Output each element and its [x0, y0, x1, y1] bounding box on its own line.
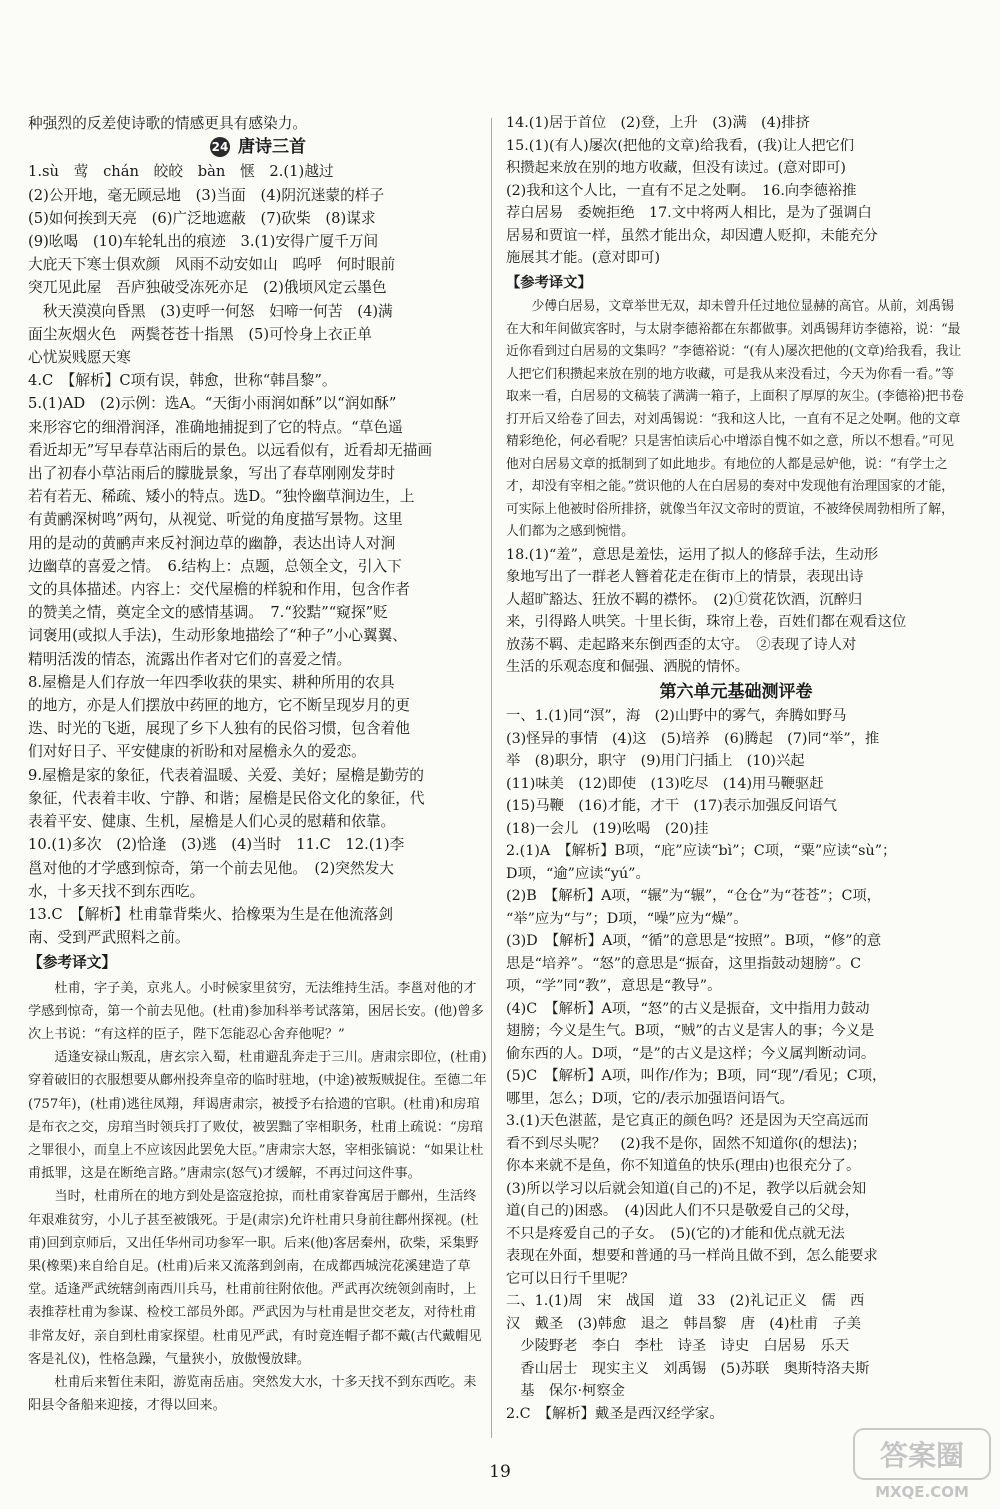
answer-line: 放荡不羁、走起路来东倒西歪的太守。 ②表现了诗人对 — [506, 636, 857, 653]
answer-line: 秋天漠漠向昏黑 (3)吏呼一何怒 妇啼一何苦 (4)满 — [28, 302, 393, 320]
section-title — [28, 136, 488, 159]
column-divider — [491, 118, 492, 1438]
translation-paragraph: 少傅白居易，文章举世无双，却未曾升任过地位显赫的高官。从前，刘禹锡在大和年间做宾客时，与太尉李德裕都在东都做事。刘禹锡拜访李德裕，说：“最近你看到过白居易的文集吗？”李德裕说：“(有人)屡次把他的(文章)给我看，我让人把它们积攒起来放在别的地方收藏，可是我从来没看过，今天为你看一看。”等取来一看，白居易的文稿装了满满一箱子，上面积了厚厚的灰尘。(李德裕)把书卷打开后又给卷了回去，对刘禹锡说：“我和这人比，一直有不足之处啊。他的文章精彩绝伦，何必看呢？只是害怕读后心中增添自愧不如之意，所以不想看。”可见他对白居易文章的抵制到了如此地步。有地位的人都是忌妒他，说：“有学士之才，却没有宰相之能。”赏识他的人在白居易的奏对中发现他有治理国家的才能，可实际上他被时俗所排挤，就像当年汉文帝时的贾谊，不被绛侯周勃相所了解，人们都为之感到惋惜。 — [506, 299, 964, 539]
section-number-badge: 24 — [210, 137, 230, 157]
page-number: 19 — [489, 1462, 511, 1482]
answer-line: (15)马鞭 (16)才能，才干 (17)表示加强反问语气 — [506, 798, 838, 814]
translation-paragraph: 当时，杜甫所在的地方到处是盗寇抢掠，而杜甫家眷寓居于鄜州，生活终年艰难贫穷，小儿子甚至被饿死。于是(肃宗)允许杜甫只身前往鄜州探视。(杜甫)回到京师后，又出任华州司功参军一职。后来(他)客居秦州，砍柴，采集野果(橡栗)来自给自足。(杜甫)后来又流落到剑南，在成都西城浣花溪建造了草堂。适逢严武统辖剑南西川兵马，杜甫前往附依他。严武再次统领剑南时，上表推荐杜甫为参谋、检校工部员外郎。严武因为与杜甫是世交老友，对待杜甫非常友好，亲自到杜甫家探望。杜甫见严武，有时竟连帽子都不戴(古代戴帽见客是礼仪)，性格急躁，气量狭小，放傲慢放肆。 — [28, 1189, 482, 1367]
answer-line: 基 保尔·柯察金 — [506, 1383, 625, 1399]
answer-line: 9.屋檐是家的象征，代表着温暖、关爱、美好；屋檐是勤劳的 — [28, 766, 424, 784]
answer-line: 4.C 【解析】C项有误，韩愈，世称“韩昌黎”。 — [28, 372, 337, 390]
section-title-text: 唐诗三首 — [238, 137, 306, 158]
watermark-graphic — [852, 1423, 992, 1503]
answer-line: 13.C 【解析】杜甫靠背柴火、拾橡栗为生是在他流落剑 — [28, 905, 394, 923]
answer-line: (5)如何挨到天亮 (6)广泛地遮蔽 (7)砍柴 (8)谋求 — [28, 209, 376, 227]
answer-line: 表现在外面，想要和普通的马一样尚且做不到，怎么能要求 — [506, 1248, 878, 1264]
watermark-line1: 答案圈 — [879, 1439, 965, 1472]
answer-line: 2.C 【解析】戴圣是西汉经学家。 — [506, 1405, 724, 1422]
answer-line: D项，“逾”应读“yú”。 — [506, 865, 650, 882]
answer-line: 你本来就不是鱼，你不知道鱼的快乐(理由)也很充分了。 — [506, 1158, 861, 1174]
answer-line: 偷东西的人。D项，“是”的古义是这样；今义属判断动词。 — [506, 1045, 876, 1062]
answer-line: (2)公开地，毫无顾忌地 (3)当面 (4)阴沉迷蒙的样子 — [28, 186, 385, 204]
answer-line: 看不到尽头呢？ (2)我不是你，固然不知道你(的想法)； — [506, 1135, 867, 1152]
answer-line: 象地写出了一群老人簪着花走在街市上的情景，表现出诗 — [506, 569, 864, 585]
watermark-logo — [852, 1423, 992, 1503]
answer-line: 出了初春小草沾雨后的朦胧景象，写出了春草刚刚发芽时 — [28, 465, 396, 483]
answer-line: (4)C 【解析】A项，“怒”的古义是振奋，文中指用力鼓动 — [506, 1000, 870, 1017]
answer-line: 不只是疼爱自己的子女。 (5)(它的)才能和优点就无法 — [506, 1225, 845, 1242]
translation-paragraph: 杜甫后来暂住耒阳，游览南岳庙。突然发大水，十多天找不到东西吃。耒阳县令备船来迎接，才得以回来。 — [28, 1374, 477, 1414]
reference-translation-heading: 【参考译文】 — [506, 274, 592, 291]
answer-line: 心忧炭贱愿天寒 — [28, 349, 131, 367]
answer-line: (2)我和这个人比，一直有不足之处啊。 16.向李德裕推 — [506, 182, 857, 199]
answer-line: 精明活泼的情态，流露出作者对它们的喜爱之情。 — [28, 650, 352, 668]
answer-line: 南、受到严武照料之前。 — [28, 929, 190, 947]
answer-line: 举 (8)职分，职守 (9)用门闩插上 (10)兴起 — [506, 753, 805, 769]
answer-line: 文的具体描述。内容上：交代屋檐的样貌和作用，包含作者 — [28, 581, 410, 599]
answer-line: 14.(1)居于首位 (2)登，上升 (3)满 (4)排挤 — [506, 115, 810, 131]
translation-paragraph: 杜甫，字子美，京兆人。小时候家里贫穷，无法维持生活。李邕对他的才学感到惊奇，第一个前去见他。(杜甫)参加科举考试落第，困居长安。(他)曾多次上书说：“有这样的臣子，陛下怎能忍心舍弃他呢？” — [28, 980, 484, 1042]
answer-line: 的赞美之情，奠定全文的感情基调。 7.“狡黠”“窥探”贬 — [28, 604, 388, 622]
answer-line: 3.(1)天色湛蓝，是它真正的颜色吗？还是因为天空高远而 — [506, 1113, 869, 1129]
answer-line: 它可以日行千里呢？ — [506, 1270, 635, 1287]
answer-line: 2.(1)A 【解析】B项，“庇”应读“bì”；C项，“粟”应读“sù”； — [506, 843, 897, 859]
answer-line: 人超旷豁达、狂放不羁的襟怀。 (2)①赏花饮酒，沉醉归 — [506, 591, 863, 608]
answer-line: 大庇天下寒士俱欢颜 风雨不动安如山 呜呼 何时眼前 — [28, 256, 396, 274]
unit-title: 第六单元基础测评卷 — [659, 681, 813, 702]
answer-line: 少陵野老 李白 李杜 诗圣 诗史 白居易 乐天 — [506, 1338, 850, 1354]
answer-line: 思是“培养”。“怒”的意思是“振奋，这里指鼓动翅膀”。C — [506, 955, 862, 972]
answer-line: 居易和贾谊一样，虽然才能出众，却因遭人贬抑，未能充分 — [506, 227, 878, 244]
answer-line: “举”应为“与”；D项，“噪”应为“燥”。 — [506, 910, 748, 927]
answer-line: 用的是动的黄鹂声来反衬涧边草的幽静，表达出诗人对涧 — [28, 534, 396, 552]
answer-line: 种强烈的反差使诗歌的情感更具有感染力。 — [28, 115, 308, 132]
answer-line: 哪里，怎么；D项，它的/表示加强语问语气。 — [506, 1090, 794, 1107]
answer-line: 道(自己的)困惑。 (4)因此人们不只是敬爱自己的父母， — [506, 1203, 860, 1219]
answer-line: 香山居士 现实主义 刘禹锡 (5)苏联 奥斯特洛夫斯 — [506, 1360, 870, 1377]
answer-line: 积攒起来放在别的地方收藏，但没有读过。(意对即可) — [506, 160, 846, 176]
answer-line: (3)怪异的事情 (4)这 (5)培养 (6)腾起 (7)同“举”，推 — [506, 730, 880, 747]
answer-line: 们对好日子、平安健康的祈盼和对屋檐永久的爱恋。 — [28, 743, 366, 761]
answer-line: 18.(1)“羞”，意思是羞怯，运用了拟人的修辞手法，生动形 — [506, 546, 879, 563]
answer-line: 5.(1)AD (2)示例：选A。“天街小雨润如酥”以“润如酥” — [28, 395, 397, 413]
answer-line: 施展其才能。(意对即可) — [506, 250, 661, 266]
answer-line: 二、1.(1)周 宋 战国 道 33 (2)礼记正义 儒 西 — [506, 1293, 865, 1309]
watermark-line2: MXQE.COM — [875, 1483, 969, 1501]
answer-line: 一、1.(1)同“溟”，海 (2)山野中的雾气，奔腾如野马 — [506, 708, 847, 724]
answer-line: 边幽草的喜爱之情。 6.结构上：点题，总领全文，引入下 — [28, 557, 402, 575]
answer-line: 水，十多天找不到东西吃。 — [28, 882, 205, 900]
left-column — [28, 112, 488, 1417]
answer-line: 表着平安、健康、生机，屋檐是人们心灵的慰藉和依靠。 — [28, 813, 396, 831]
answer-line: 翅膀；今义是生气。B项，“贼”的古义是害人的事；今义是 — [506, 1023, 875, 1039]
answer-line: 项，“学”同“教”，意思是“教导”。 — [506, 978, 722, 994]
answer-line: (11)味美 (12)即使 (13)吃尽 (14)用马鞭驱赶 — [506, 775, 824, 792]
answer-line: 15.(1)(有人)屡次(把他的文章)给我看，(我)让人把它们 — [506, 137, 855, 154]
answer-line: (3)所以学习以后就会知道(自己的)不足，教学以后就会知 — [506, 1180, 867, 1197]
right-column — [506, 112, 966, 1425]
answer-line: 10.(1)多次 (2)恰逢 (3)逃 (4)当时 11.C 12.(1)李 — [28, 836, 405, 854]
answer-line: 词褒用(或拟人手法)，生动形象地描绘了“种子”小心翼翼、 — [28, 627, 407, 645]
answer-line: 邕对他的才学感到惊奇，第一个前去见他。 (2)突然发大 — [28, 859, 394, 877]
answer-line: 有黄鹂深树鸣”两句，从视觉、听觉的角度描写景物。这里 — [28, 511, 403, 529]
answer-line: 8.屋檐是人们存放一年四季收获的果实、耕种所用的农具 — [28, 673, 395, 691]
answer-line: 若有若无、稀疏、矮小的特点。选D。“独怜幽草涧边生，上 — [28, 488, 415, 506]
answer-line: 看近却无”写早春草沾雨后的景色。以远看似有，近看却无描画 — [28, 441, 433, 459]
answer-line: (3)D 【解析】A项，“循”的意思是“按照”。B项，“修”的意 — [506, 933, 882, 949]
answer-line: 汉 戴圣 (3)韩愈 退之 韩昌黎 唐 (4)杜甫 子美 — [506, 1315, 862, 1332]
reference-translation-heading: 【参考译文】 — [28, 954, 117, 972]
answer-line: (5)C 【解析】A项，叫作/作为；B项，同“现”/看见；C项， — [506, 1068, 887, 1084]
answer-line: 突兀见此屋 吾庐独破受冻死亦足 (2)俄顷风定云墨色 — [28, 279, 387, 297]
answer-line: 生活的乐观态度和倔强、洒脱的情怀。 — [506, 659, 750, 675]
answer-line: 来，引得路人哄笑。十里长街，珠帘上卷，百姓们都在观看这位 — [506, 614, 907, 630]
translation-paragraph: 适逢安禄山叛乱，唐玄宗入蜀，杜甫避乱奔走于三川。唐肃宗即位，(杜甫)穿着破旧的衣服想要从鄜州投奔皇帝的临时驻地，(中途)被叛贼捉住。至德二年(757年)，(杜甫)逃往凤翔，拜谒唐肃宗，被授予右拾遗的官职。(杜甫)和房琯是布衣之交，房琯当时领兵打了败仗，被罢黜了宰相职务，杜甫上疏说：“房琯之罪很小，而皇上不应该因此罢免大臣。”唐肃宗大怒，宰相张镐说：“如果让杜甫抵罪，这是在断绝言路。”唐肃宗(怒气)才缓解，不再过问这件事。 — [28, 1050, 487, 1182]
answer-line: 面尘灰烟火色 两鬓苍苍十指黑 (5)可怜身上衣正单 — [28, 325, 372, 343]
answer-line: (2)B 【解析】A项，“辗”为“辗”，“仓仓”为“苍苍”；C项， — [506, 888, 881, 904]
answer-line: 荐白居易 委婉拒绝 17.文中将两人相比，是为了强调白 — [506, 205, 872, 221]
answer-line: 的地方，亦是人们摆放中药匣的地方，它不断呈现岁月的更 — [28, 697, 410, 715]
answer-line: (9)吆喝 (10)车轮轧出的痕迹 3.(1)安得广厦千万间 — [28, 233, 379, 251]
answer-line: (18)一会儿 (19)吆喝 (20)挂 — [506, 820, 709, 837]
answer-line: 1.sù 莺 chán 皎皎 bàn 惬 2.(1)越过 — [28, 163, 334, 181]
answer-line: 象征，代表着丰收、宁静、和谐；屋檐是民俗文化的象征，代 — [28, 789, 425, 807]
answer-line: 迭、时光的飞逝，展现了乡下人独有的民俗习惯，包含着他 — [28, 720, 410, 738]
answer-line: 来形容它的细滑润泽，准确地捕捉到了它的特点。“草色遥 — [28, 418, 403, 436]
